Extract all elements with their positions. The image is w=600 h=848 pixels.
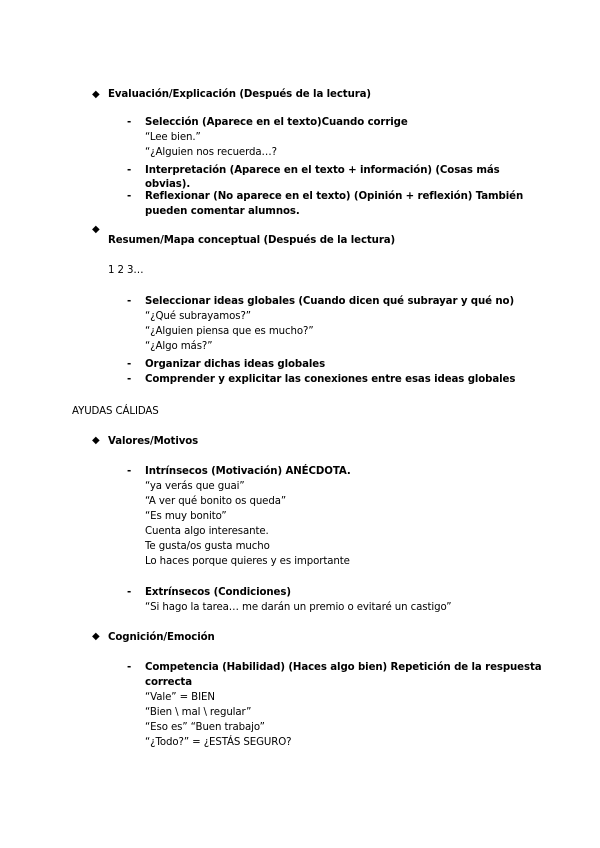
- quote-line: Lo haces porque quieres y es importante: [145, 556, 350, 567]
- item-interpretacion-line2: obvias).: [145, 179, 191, 190]
- dash-bullet: -: [127, 587, 132, 598]
- quote-line: “Vale” = BIEN: [145, 692, 215, 703]
- item-competencia-line2: correcta: [145, 677, 192, 688]
- quote-line: “Eso es” “Buen trabajo”: [145, 722, 265, 733]
- item-reflexionar-line1: Reflexionar (No aparece en el texto) (Opinión + reflexión) También: [145, 191, 524, 202]
- dash-bullet: -: [127, 466, 132, 477]
- quote-line: “¿Qué subrayamos?”: [145, 311, 251, 322]
- bullet-diamond-icon: ◆: [92, 224, 100, 235]
- quote-line: “¿Todo?” = ¿ESTÁS SEGURO?: [145, 737, 292, 748]
- heading-ayudas-calidas: AYUDAS CÁLIDAS: [72, 406, 159, 417]
- dash-bullet: -: [127, 359, 132, 370]
- quote-line: “ya verás que guai”: [145, 481, 245, 492]
- item-seleccionar-ideas: Seleccionar ideas globales (Cuando dicen qué subrayar y qué no): [145, 296, 515, 307]
- dash-bullet: -: [127, 296, 132, 307]
- quote-line: Te gusta/os gusta mucho: [145, 541, 270, 552]
- bullet-diamond-icon: ◆: [92, 435, 100, 446]
- item-comprender: Comprender y explicitar las conexiones entre esas ideas globales: [145, 374, 516, 385]
- bullet-diamond-icon: ◆: [92, 89, 100, 100]
- dash-bullet: -: [127, 191, 132, 202]
- item-interpretacion-line1: Interpretación (Aparece en el texto + información) (Cosas más: [145, 165, 500, 176]
- item-extrinsecos: Extrínsecos (Condiciones): [145, 587, 291, 598]
- quote-line: “Si hago la tarea… me darán un premio o evitaré un castigo”: [145, 602, 452, 613]
- section-valores-title: Valores/Motivos: [108, 436, 199, 447]
- quote-line: “Lee bien.”: [145, 132, 201, 143]
- item-organizar: Organizar dichas ideas globales: [145, 359, 326, 370]
- item-intrinsecos: Intrínsecos (Motivación) ANÉCDOTA.: [145, 466, 351, 477]
- numbering-note: 1 2 3…: [108, 265, 144, 276]
- bullet-diamond-icon: ◆: [92, 631, 100, 642]
- item-seleccion: Selección (Aparece en el texto)Cuando corrige: [145, 117, 408, 128]
- quote-line: “Bien \ mal \ regular”: [145, 707, 252, 718]
- item-competencia-line1: Competencia (Habilidad) (Haces algo bien) Repetición de la respuesta: [145, 662, 542, 673]
- quote-line: “¿Alguien nos recuerda…?: [145, 147, 277, 158]
- quote-line: “Es muy bonito”: [145, 511, 227, 522]
- item-reflexionar-line2: pueden comentar alumnos.: [145, 206, 300, 217]
- section-cognicion-title: Cognición/Emoción: [108, 632, 215, 643]
- dash-bullet: -: [127, 662, 132, 673]
- quote-line: “¿Alguien piensa que es mucho?”: [145, 326, 314, 337]
- quote-line: Cuenta algo interesante.: [145, 526, 269, 537]
- quote-line: “A ver qué bonito os queda”: [145, 496, 287, 507]
- dash-bullet: -: [127, 374, 132, 385]
- dash-bullet: -: [127, 117, 132, 128]
- section-evaluacion-title: Evaluación/Explicación (Después de la lectura): [108, 89, 371, 100]
- quote-line: “¿Algo más?”: [145, 341, 213, 352]
- dash-bullet: -: [127, 165, 132, 176]
- section-resumen-title: Resumen/Mapa conceptual (Después de la lectura): [108, 235, 396, 246]
